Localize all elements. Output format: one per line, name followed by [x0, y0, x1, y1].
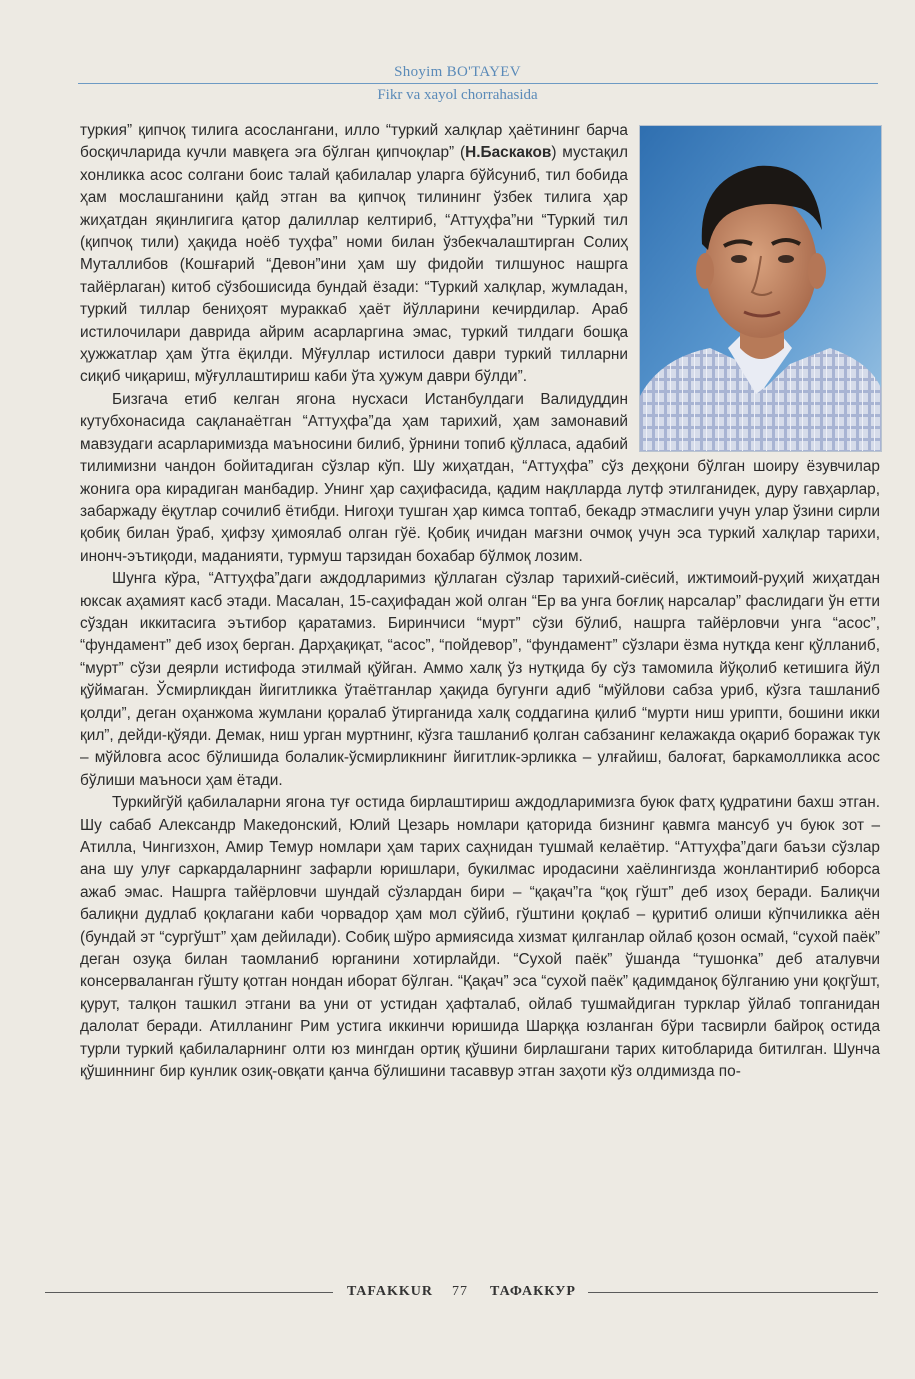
- paragraph-text: ) мустақил хонликка асос солгани боис талай қабилалар уларга бўйсуниб, тил бобида ҳам мослашганини қайд этган ва қипчоқ тилининг ўзбек тилига ҳар жиҳатдан яқинлигига қатор далиллар келтириб, “Аттуҳфа”ни “Туркий тил (қипчоқ тили) ҳақида ноёб туҳфа” номи билан ўзбекчалаштирган Солиҳ Муталлибов (Кошғарий “Девон”ини ҳам шу фидойи тилшунос нашрга тайёрлаган) китоб сўзбошисида бундай ёзади: “Туркий халқлар, жумладан, туркий тиллар бениҳоят мураккаб ҳаёт йўлларини кечирдилар. Араб истилочилари даврида айрим асарларгина эмас, туркий тилдаги бошқа ҳужжатлар ҳам ўтга ёқилди. Мўғуллар истилоси даври туркий тилларни сиқиб чиқариш, мўғуллаштириш каби ўта ҳужум даври бўлди”.: [80, 144, 629, 386]
- page-footer: [0, 1281, 915, 1305]
- paragraph-text: туркия” қипчоқ тилига асослангани, илло “туркий халқлар ҳаётининг барча босқичларида кучли мавқега эга бўлган қипчоқлар” (: [80, 122, 628, 162]
- paragraph: Бизгача етиб келган ягона нусхаси Истанбулдаги Валидуддин кутубхонасида сақланаётган “Аттуҳфа”да ҳам тарихий, ҳам замонавий мавзудаги асарларимизда маъносини билиб, ўрнини топиб қўлласа, адабий тилимизни чандон бойитадиган сўзлар кўп. Шу жиҳатдан, “Аттуҳфа” сўз деҳқони бўлган шоиру ёзувчилар жонига ора кирадиган манбадир. Унинг ҳар саҳифасида, қадим нақлларда лутф этилганидек, дуру гавҳарлар, забаржаду ёқутлар сочилиб ётибди. Нигоҳи тушган ҳар кимса топтаб, бекадр этмаслиги учун улар ўзини сирли қобиқ билан ўраб, ҳифзу ҳимоялаб олган гўё. Қобиқ ичидан мағзни очмоқ учун эса туркий халқлар тарихи, инонч-эътиқоди, маданияти, турмуш тарзидан бохабар бўлмоқ лозим.: [80, 390, 880, 565]
- running-head: [0, 62, 915, 105]
- paragraph: Туркийгўй қабилаларни ягона туғ остида бирлаштириш аждодларимизга буюк фатҳ қудратини бахш этган. Шу сабаб Александр Македонский, Юлий Цезарь номлари қаторида бизнинг қавмга мансуб уч буюк зот – Атилла, Чингизхон, Амир Темур номлари ҳам тарих саҳнидан тушмай келаётир. “Аттуҳфа”даги баъзи сўзлар ана шу улуғ саркардаларнинг зафарли юришлари, букилмас иродасини хаёлингизда жонлантириб юборса ажаб эмас. Нашрга тайёрловчи шундай сўзлардан бири – “қақач”га “қоқ гўшт” деб изоҳ беради. Балиқчи балиқни дудлаб қоқлагани каби чорвадор ҳам мол сўйиб, гўштини қоқлаб – қуритиб олиши кўпчиликка аён (бундай эт “сургўшт” ҳам дейилади). Собиқ шўро армиясида хизмат қилганлар ойлаб қозон осмай, “сухой паёк” деган озуқа билан таомланиб юрганини хотирлайди. “Сухой паёк” ўшанда “тушонка” деб аталувчи консерваланган гўшту қотган нондан иборат бўлган. “Қақач” эса “сухой паёк” қадимданоқ бўлганию уни қоқгўшт, қурут, талқон ташкил этгани ва уни от устидан ҳафталаб, ойлаб тушмайдиган турклар ўйлаб топганидан далолат беради. Атилланинг Рим устига иккинчи юришида Шарққа юзланган бўри тасвирли байроқ остида турли туркий қабилаларнинг олти юз мингдан ортиқ қўшини бирлашгани тарих китобларида битилган. Шунча қўшиннинг бир кунлик озиқ-овқати қанча бўлишини тасаввур этган заҳоти кўз олдимизда по-: [80, 794, 880, 1081]
- photo-space: [628, 120, 880, 440]
- footer-journal-latin: TAFAKKUR: [347, 1284, 434, 1299]
- header-author: Shoyim BO'TAYEV: [394, 64, 521, 80]
- footer-rule-left: [45, 1292, 333, 1293]
- header-book-title: Fikr va xayol chorrahasida: [377, 87, 538, 103]
- page-number: 77: [452, 1284, 468, 1299]
- bold-name: Н.Баскаков: [465, 144, 552, 162]
- paragraph: Шунга кўра, “Аттуҳфа”даги аждодларимиз қўллаган сўзлар тарихий-сиёсий, ижтимоий-руҳий жиҳатдан юксак аҳамият касб этади. Масалан, 15-саҳифадан жой олган “Ер ва унга боғлиқ нарсалар” фаслидаги ўн етти сўздан иккитасига эътибор қаратамиз. Биринчиси “мурт” сўзи бўлиб, нашрга тайёрловчи унга “асос”, “фундамент” деб изоҳ берган. Дарҳақиқат, “асос”, “пойдевор”, “фундамент” сўзлари ёзма нутқда кенг қўлланиб, “мурт” сўзи деярли истифода этилмай қўйган. Аммо халқ ўз нутқида бу сўз тамомила йўқолиб кетишига йўл қўймаган. Ўсмирликдан йигитликка ўтаётганлар ҳақида бугунги адиб “мўйлови сабза уриб, кўзга ташланиб қолди”, деган оҳанжома жумлани қоралаб ўтирганида халқ соддагина қилиб “мурти ниш урипти, бошини икки қил”, дейди-қўяди. Демак, ниш урган муртнинг, кўзга ташланиб қолган сабзанинг келажакда оқариб боражак тук – мўйловга асос бўлишида болалик-ўсмирликнинг йигитлик-эрликка – улғайиш, балоғат, баркамолликка асос бўлиши маъноси ҳам ётади.: [80, 570, 880, 789]
- footer-journal-cyrillic: ТАФАККУР: [490, 1284, 576, 1299]
- header-rule: [78, 83, 878, 84]
- footer-rule-right: [588, 1292, 878, 1293]
- body-text: [80, 120, 880, 1083]
